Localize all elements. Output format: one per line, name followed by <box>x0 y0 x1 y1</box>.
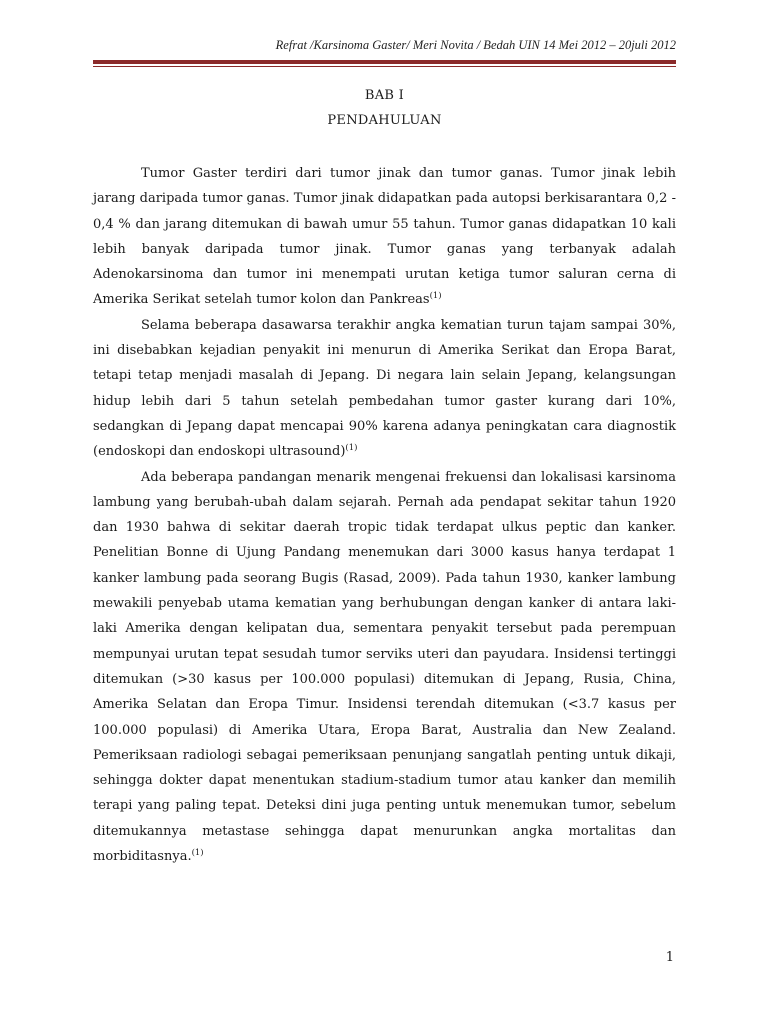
paragraph-1 <box>93 161 676 313</box>
paragraph-text: Ada beberapa pandangan menarik mengenai frekuensi dan lokalisasi karsinoma lambung yang berubah-ubah dalam sejarah. Pernah ada pendapat sekitar tahun 1920 dan 1930 bahwa di sekitar daerah tropic tidak terdapat ulkus peptic dan kanker. Penelitian Bonne di Ujung Pandang menemukan dari 3000 kasus hanya terdapat 1 kanker lambung pada seorang Bugis (Rasad, 2009). Pada tahun 1930, kanker lambung mewakili penyebab utama kematian yang berhubungan dengan kanker di antara laki-laki Amerika dengan kelipatan dua, sementara penyakit tersebut pada perempuan mempunyai urutan tepat sesudah tumor serviks uteri dan payudara. Insidensi tertinggi ditemukan (>30 kasus per 100.000 populasi) ditemukan di Jepang, Rusia, China, Amerika Selatan dan Eropa Timur. Insidensi terendah ditemukan (<3.7 kasus per 100.000 populasi) di Amerika Utara, Eropa Barat, Australia dan New Zealand. Pemeriksaan radiologi sebagai pemeriksaan penunjang sangatlah penting untuk dikaji, sehingga dokter dapat menentukan stadium-stadium tumor atau kanker dan memilih terapi yang paling tepat. Deteksi dini juga penting untuk menemukan tumor, sebelum ditemukannya metastase sehingga dapat menurunkan angka mortalitas dan morbiditasnya. <box>93 469 676 865</box>
paragraph-3 <box>93 465 676 870</box>
paragraph-text: Selama beberapa dasawarsa terakhir angka kematian turun tajam sampai 30%, ini disebabkan kejadian penyakit ini menurun di Amerika Serikat dan Eropa Barat, tetapi tetap menjadi masalah di Jepang. Di negara lain selain Jepang, kelangsungan hidup lebih dari 5 tahun setelah pembedahan tumor gaster kurang dari 10%, sedangkan di Jepang dapat mencapai 90% karena adanya peningkatan cara diagnostik (endoskopi dan endoskopi ultrasound) <box>93 317 676 460</box>
paragraph-text: Tumor Gaster terdiri dari tumor jinak dan tumor ganas. Tumor jinak lebih jarang daripada tumor ganas. Tumor jinak didapatkan pada autopsi berkisarantara 0,2 - 0,4 % dan jarang ditemukan di bawah umur 55 tahun. Tumor ganas didapatkan 10 kali lebih banyak daripada tumor jinak. Tumor ganas yang terbanyak adalah Adenokarsinoma dan tumor ini menempati urutan ketiga tumor saluran cerna di Amerika Serikat setelah tumor kolon dan Pankreas <box>93 166 676 308</box>
citation-marker: (1) <box>191 848 204 859</box>
chapter-title: PENDAHULUAN <box>327 113 442 128</box>
paragraph-2 <box>93 313 676 465</box>
header-rule-thin <box>93 66 676 67</box>
running-header: Refrat /Karsinoma Gaster/ Meri Novita / Bedah UIN 14 Mei 2012 – 20juli 2012 <box>275 38 676 52</box>
page-number: 1 <box>665 950 674 965</box>
chapter-number: BAB I <box>364 88 405 103</box>
document-body <box>93 161 676 869</box>
header-rule <box>93 60 676 64</box>
citation-marker: (1) <box>429 291 442 302</box>
citation-marker: (1) <box>345 443 358 454</box>
